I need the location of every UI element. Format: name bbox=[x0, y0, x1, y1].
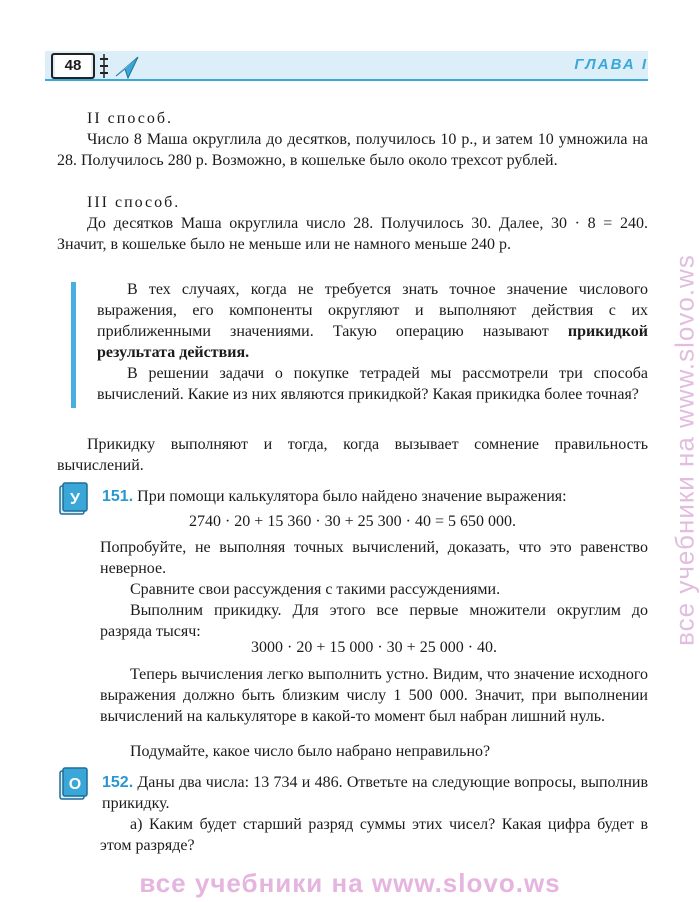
task152-number: 152. bbox=[102, 774, 134, 791]
rule-definition bbox=[97, 279, 648, 363]
task151-intro-text: При помощи калькулятора было найдено значение выражения: bbox=[137, 488, 567, 505]
task151-intro bbox=[102, 486, 648, 507]
task151-p4: Теперь вычисления легко выполнить устно. Видим, что значение исходного выражения должно быть близким числу 1 500 000. Значит, при выполнении вычислений на калькуляторе в какой-то момент был набран лишний нуль. bbox=[100, 666, 648, 725]
para-after-rule: Прикидку выполняют и тогда, когда вызывает сомнение правильность вычислений. bbox=[57, 436, 648, 474]
binding-dots-icon bbox=[98, 53, 110, 79]
task151-formula1: 2740 · 20 + 15 360 · 30 + 25 300 · 40 = 5 650 000. bbox=[188, 513, 517, 530]
method3-title: III способ. bbox=[87, 194, 181, 211]
task-badge-o-icon bbox=[58, 767, 88, 801]
chapter-title: ГЛАВА I bbox=[574, 56, 648, 73]
rule-term: прикидкой результата действия. bbox=[97, 323, 648, 361]
rule-question: В решении задачи о покупке тетрадей мы рассмотрели три способа вычислений. Какие из них являются прикидкой? Какая прикидка более точная? bbox=[97, 365, 648, 403]
method3-body: До десятков Маша округлила число 28. Получилось 30. Далее, 30 · 8 = 240. Значит, в кошельке было не меньше или не намного меньше 240 р. bbox=[57, 215, 648, 253]
method2-body: Число 8 Маша округлила до десятков, получилось 10 р., и затем 10 умножила на 28. Получилось 280 р. Возможно, в кошельке было около трехсот рублей. bbox=[57, 131, 648, 169]
rule-accent-bar bbox=[71, 282, 76, 408]
page-number: 48 bbox=[55, 55, 91, 77]
paper-plane-icon bbox=[114, 54, 140, 80]
task151-number: 151. bbox=[102, 488, 134, 505]
badge-letter-o: О bbox=[68, 776, 82, 793]
task152-a: а) Каким будет старший разряд суммы этих чисел? Какая цифра будет в этом разряде? bbox=[100, 816, 648, 854]
rule-text: В тех случаях, когда не требуется знать точное значение числового выражения, его компоненты округляют и выполняют действия с их приближенными значениями. Такую операцию называют bbox=[97, 281, 648, 340]
watermark-bottom: все учебники на www.slovo.ws bbox=[139, 868, 561, 898]
task152-intro-text: Даны два числа: 13 734 и 486. Ответьте на следующие вопросы, выполнив прикидку. bbox=[102, 774, 648, 812]
task151-p1: Попробуйте, не выполняя точных вычислений, доказать, что это равенство неверное. bbox=[100, 539, 648, 577]
task151-formula2: 3000 · 20 + 15 000 · 30 + 25 000 · 40. bbox=[250, 639, 498, 656]
task152-intro bbox=[102, 772, 648, 814]
task151-p3: Выполним прикидку. Для этого все первые множители округлим до разряда тысяч: bbox=[100, 602, 648, 640]
watermark-side: все учебники на www.slovo.ws bbox=[669, 254, 700, 646]
method2-title: II способ. bbox=[87, 110, 173, 127]
task151-p2: Сравните свои рассуждения с такими рассуждениями. bbox=[130, 581, 501, 598]
task151-p5: Подумайте, какое число было набрано неправильно? bbox=[130, 743, 491, 760]
badge-letter-u: У bbox=[70, 491, 80, 508]
